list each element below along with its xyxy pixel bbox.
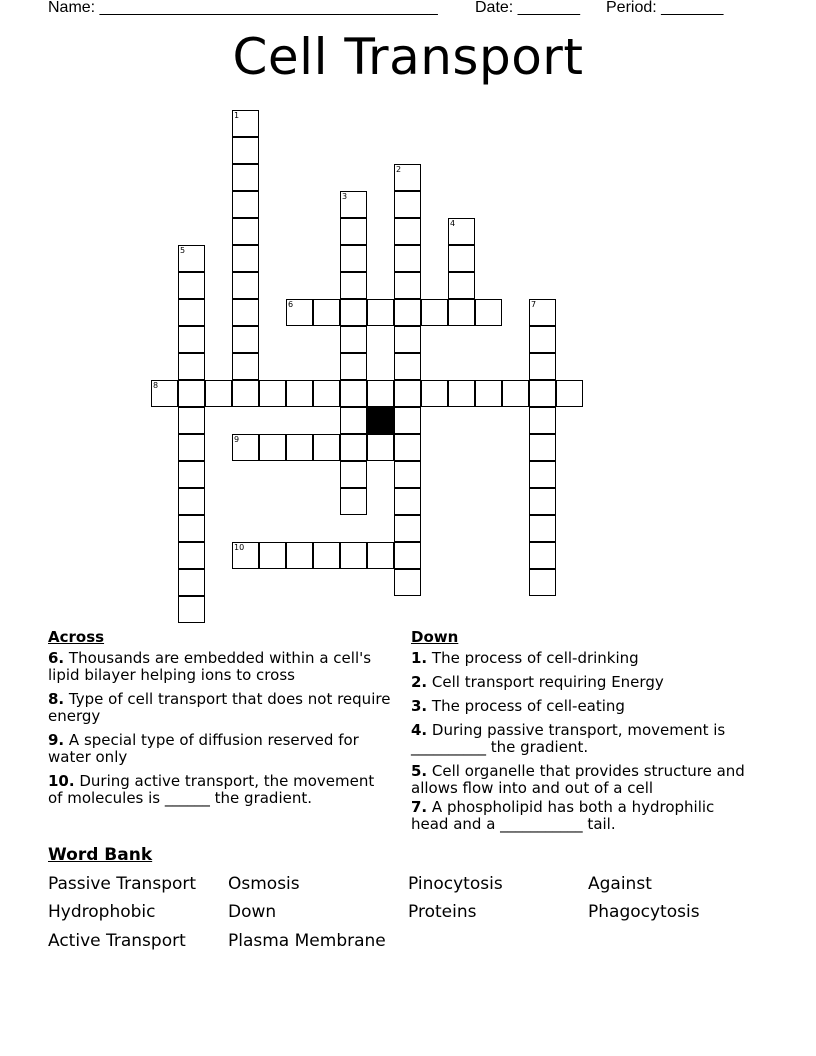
crossword-cell[interactable] <box>529 569 556 596</box>
crossword-cell[interactable] <box>232 164 259 191</box>
crossword-cell[interactable] <box>394 488 421 515</box>
clue-text: During passive transport, movement is __________ the gradient. <box>411 721 726 756</box>
crossword-cell[interactable] <box>232 380 259 407</box>
crossword-cell[interactable] <box>232 272 259 299</box>
crossword-cell[interactable] <box>340 380 367 407</box>
clue-number-label: 1 <box>234 111 240 120</box>
crossword-cell[interactable] <box>259 542 286 569</box>
clue-number-label: 4 <box>450 219 456 228</box>
crossword-cell[interactable] <box>448 245 475 272</box>
clue-number-label: 6 <box>288 300 294 309</box>
clue-text: Cell transport requiring Energy <box>431 673 664 691</box>
crossword-cell[interactable] <box>232 353 259 380</box>
across-heading: Across <box>48 628 105 646</box>
clue-number-label: 2 <box>396 165 402 174</box>
crossword-cell[interactable] <box>340 407 367 434</box>
clue-number: 8. <box>48 690 65 708</box>
page-title: Cell Transport <box>232 28 584 86</box>
crossword-cell[interactable] <box>394 461 421 488</box>
crossword-cell[interactable] <box>340 542 367 569</box>
crossword-cell[interactable] <box>394 380 421 407</box>
word-bank-item: Against <box>588 874 652 894</box>
down-clues <box>411 628 756 840</box>
crossword-cell[interactable] <box>394 542 421 569</box>
clue-text: Type of cell transport that does not require energy <box>48 690 391 725</box>
name-field[interactable]: Name: ______________________________________ <box>48 0 438 16</box>
crossword-cell[interactable] <box>178 596 205 623</box>
crossword-cell[interactable] <box>178 380 205 407</box>
crossword-cell[interactable] <box>313 299 340 326</box>
clue-number: 10. <box>48 772 75 790</box>
crossword-cell[interactable] <box>448 380 475 407</box>
crossword-cell[interactable] <box>394 515 421 542</box>
word-bank-item: Active Transport <box>48 931 186 951</box>
crossword-cell[interactable] <box>502 380 529 407</box>
clue-down-4 <box>411 722 756 756</box>
clue-number: 6. <box>48 649 65 667</box>
clue-number-label: 5 <box>180 246 186 255</box>
clue-across-9 <box>48 732 393 766</box>
word-bank-item: Osmosis <box>228 874 300 894</box>
crossword-cell[interactable] <box>367 542 394 569</box>
clue-text: Cell organelle that provides structure and allows flow into and out of a cell <box>411 762 745 797</box>
clue-number-label: 8 <box>153 381 159 390</box>
crossword-cell[interactable] <box>232 245 259 272</box>
across-clues <box>48 628 393 814</box>
crossword-cell[interactable] <box>529 407 556 434</box>
crossword-cell[interactable] <box>394 218 421 245</box>
clue-number-label: 7 <box>531 300 537 309</box>
word-bank-heading: Word Bank <box>48 845 153 865</box>
clue-down-2 <box>411 674 756 691</box>
crossword-cell[interactable] <box>394 299 421 326</box>
clue-text: A special type of diffusion reserved for water only <box>48 731 359 766</box>
crossword-cell[interactable] <box>394 191 421 218</box>
crossword-cell[interactable] <box>178 353 205 380</box>
crossword-cell[interactable] <box>340 326 367 353</box>
crossword-cell[interactable] <box>340 299 367 326</box>
crossword-cell[interactable] <box>178 569 205 596</box>
crossword-cell[interactable] <box>232 299 259 326</box>
crossword-cell[interactable] <box>178 542 205 569</box>
period-field[interactable]: Period: _______ <box>606 0 724 16</box>
crossword-cell[interactable] <box>529 326 556 353</box>
crossword-cell[interactable] <box>178 461 205 488</box>
crossword-cell[interactable] <box>178 326 205 353</box>
crossword-cell[interactable] <box>313 542 340 569</box>
clue-across-6 <box>48 650 393 684</box>
crossword-cell[interactable] <box>259 380 286 407</box>
crossword-cell[interactable] <box>313 434 340 461</box>
clue-number: 5. <box>411 762 428 780</box>
crossword-cell[interactable] <box>178 299 205 326</box>
crossword-cell[interactable] <box>421 299 448 326</box>
word-bank-item: Phagocytosis <box>588 902 700 922</box>
clue-down-5 <box>411 763 756 797</box>
clue-number: 9. <box>48 731 65 749</box>
crossword-cell[interactable] <box>529 488 556 515</box>
crossword-cell[interactable] <box>394 407 421 434</box>
crossword-cell[interactable] <box>340 218 367 245</box>
crossword-cell[interactable] <box>448 272 475 299</box>
crossword-cell[interactable] <box>421 380 448 407</box>
clue-number-label: 3 <box>342 192 348 201</box>
clue-down-3 <box>411 698 756 715</box>
crossword-cell[interactable] <box>178 272 205 299</box>
down-heading: Down <box>411 628 459 646</box>
clue-text: During active transport, the movement of molecules is ______ the gradient. <box>48 772 375 807</box>
crossword-cell[interactable] <box>394 272 421 299</box>
crossword-cell[interactable] <box>286 434 313 461</box>
crossword-cell[interactable] <box>394 434 421 461</box>
clue-number: 4. <box>411 721 428 739</box>
crossword-cell[interactable] <box>178 434 205 461</box>
crossword-cell[interactable] <box>340 434 367 461</box>
clue-down-7 <box>411 799 756 833</box>
word-bank-item: Hydrophobic <box>48 902 156 922</box>
clue-text: A phospholipid has both a hydrophilic head and a ___________ tail. <box>411 798 715 833</box>
crossword-cell[interactable] <box>178 488 205 515</box>
clue-number: 7. <box>411 798 428 816</box>
crossword-cell[interactable] <box>340 245 367 272</box>
crossword-cell[interactable] <box>448 299 475 326</box>
crossword-cell[interactable] <box>340 272 367 299</box>
crossword-cell[interactable] <box>340 488 367 515</box>
crossword-cell[interactable] <box>232 191 259 218</box>
crossword-cell[interactable] <box>178 515 205 542</box>
clue-number: 1. <box>411 649 428 667</box>
crossword-cell[interactable] <box>286 380 313 407</box>
word-bank-item: Plasma Membrane <box>228 931 386 951</box>
word-bank-item: Down <box>228 902 277 922</box>
crossword-cell[interactable] <box>394 353 421 380</box>
word-bank-item: Passive Transport <box>48 874 197 894</box>
crossword-cell[interactable] <box>367 434 394 461</box>
crossword-cell[interactable] <box>232 218 259 245</box>
crossword-cell[interactable] <box>205 380 232 407</box>
crossword-cell[interactable] <box>367 380 394 407</box>
crossword-cell[interactable] <box>529 380 556 407</box>
word-bank-item: Proteins <box>408 902 477 922</box>
clue-across-8 <box>48 691 393 725</box>
crossword-cell[interactable] <box>367 299 394 326</box>
crossword-cell[interactable] <box>286 542 313 569</box>
crossword-cell[interactable] <box>394 569 421 596</box>
crossword-cell[interactable] <box>340 353 367 380</box>
crossword-cell[interactable] <box>259 434 286 461</box>
crossword-cell[interactable] <box>340 461 367 488</box>
word-bank <box>48 845 768 951</box>
crossword-cell[interactable] <box>475 299 502 326</box>
clue-text: The process of cell-drinking <box>431 649 639 667</box>
crossword-block <box>367 407 394 434</box>
clue-number: 2. <box>411 673 428 691</box>
crossword-cell[interactable] <box>313 380 340 407</box>
clue-text: The process of cell-eating <box>431 697 625 715</box>
clue-number: 3. <box>411 697 428 715</box>
word-bank-item: Pinocytosis <box>408 874 503 894</box>
crossword-cell[interactable] <box>232 137 259 164</box>
crossword-cell[interactable] <box>178 407 205 434</box>
clue-down-1 <box>411 650 756 667</box>
clue-number-label: 10 <box>234 543 245 552</box>
crossword-cell[interactable] <box>529 353 556 380</box>
date-field[interactable]: Date: _______ <box>475 0 580 16</box>
clue-across-10 <box>48 773 393 807</box>
crossword-cell[interactable] <box>475 380 502 407</box>
crossword-cell[interactable] <box>394 326 421 353</box>
crossword-cell[interactable] <box>529 515 556 542</box>
crossword-cell[interactable] <box>529 434 556 461</box>
crossword-cell[interactable] <box>232 326 259 353</box>
clue-number-label: 9 <box>234 435 240 444</box>
crossword-cell[interactable] <box>556 380 583 407</box>
crossword-cell[interactable] <box>529 461 556 488</box>
crossword-cell[interactable] <box>394 245 421 272</box>
crossword-cell[interactable] <box>529 542 556 569</box>
clue-text: Thousands are embedded within a cell's lipid bilayer helping ions to cross <box>48 649 372 684</box>
